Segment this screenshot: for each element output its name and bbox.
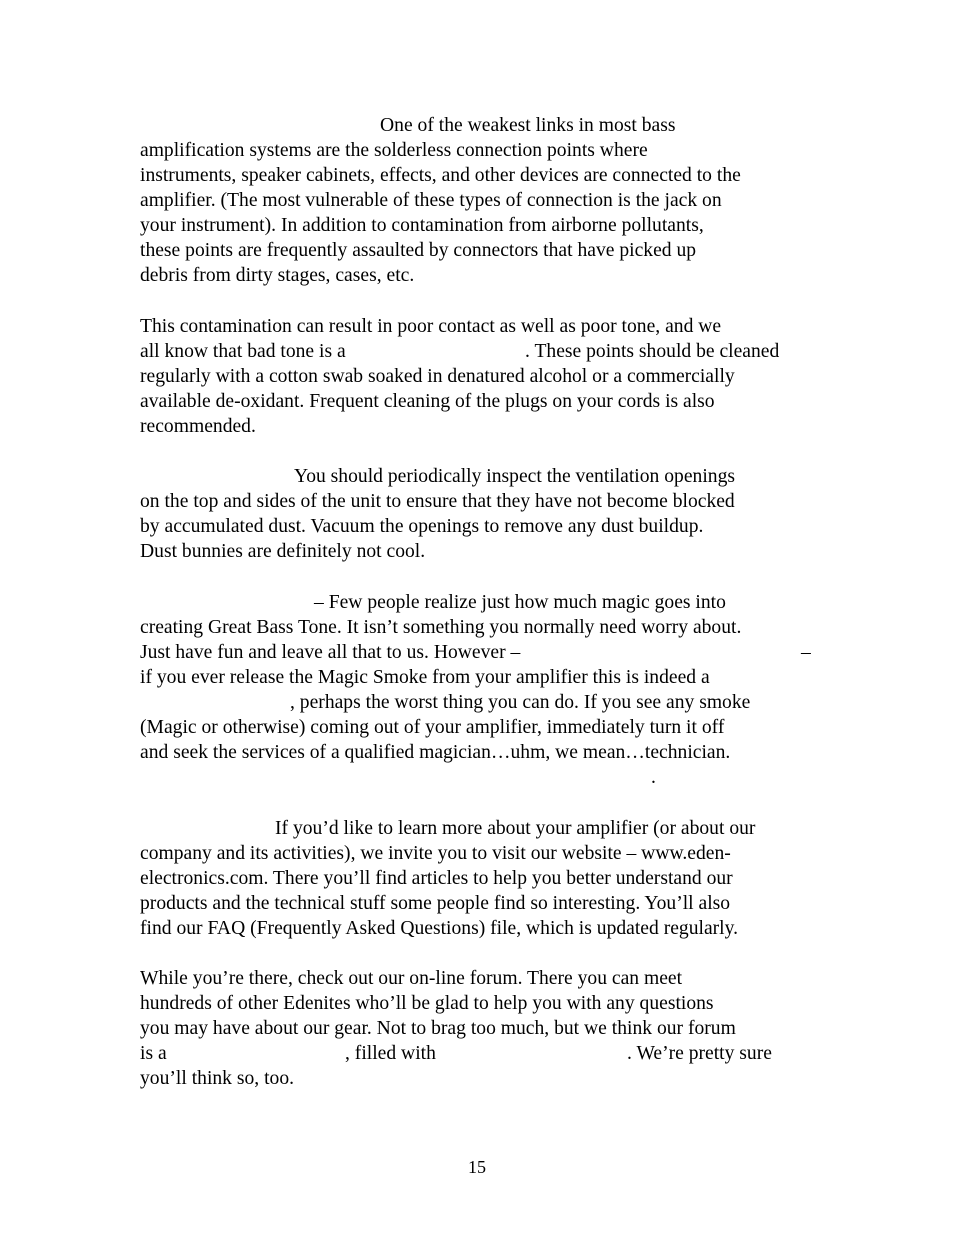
paragraph-2-line-2a: all know that bad tone is a [140,341,346,362]
paragraph-4-line-2: creating Great Bass Tone. It isn’t something you normally need worry about. [140,617,742,638]
paragraph-5-line-1: If you’d like to learn more about your amplifier (or about our [275,818,756,839]
paragraph-4-line-5: , perhaps the worst thing you can do. If you see any smoke [290,692,751,713]
paragraph-1-line-5: your instrument). In addition to contamination from airborne pollutants, [140,215,704,236]
paragraph-6-line-4b: , filled with [345,1043,436,1064]
paragraph-3-line-1: You should periodically inspect the ventilation openings [294,466,735,487]
paragraph-2-line-1: This contamination can result in poor contact as well as poor tone, and we [140,316,722,337]
paragraph-5-line-4: products and the technical stuff some people find so interesting. You’ll also [140,893,731,914]
paragraph-4-line-4: if you ever release the Magic Smoke from your amplifier this is indeed a [140,667,710,688]
page-number: 15 [468,1157,486,1177]
paragraph-3-line-4: Dust bunnies are definitely not cool. [140,541,426,562]
paragraph-6-line-5: you’ll think so, too. [140,1068,295,1089]
paragraph-3-line-3: by accumulated dust. Vacuum the openings to remove any dust buildup. [140,516,704,537]
paragraph-1-line-7: debris from dirty stages, cases, etc. [140,265,415,286]
paragraph-1-line-1: One of the weakest links in most bass [380,115,676,136]
paragraph-1-line-4: amplifier. (The most vulnerable of these types of connection is the jack on [140,190,722,211]
paragraph-4-line-3b: – [801,642,811,663]
paragraph-2-line-2b: . These points should be cleaned [525,341,780,362]
paragraph-4-line-1: – Few people realize just how much magic goes into [314,592,726,613]
paragraph-1-line-6: these points are frequently assaulted by connectors that have picked up [140,240,697,261]
paragraph-4-line-6: (Magic or otherwise) coming out of your amplifier, immediately turn it off [140,717,725,738]
paragraph-1-line-3: instruments, speaker cabinets, effects, and other devices are connected to the [140,165,741,186]
paragraph-2-line-3: regularly with a cotton swab soaked in denatured alcohol or a commercially [140,366,735,387]
paragraph-6-line-2: hundreds of other Edenites who’ll be glad to help you with any questions [140,993,714,1014]
paragraph-3-line-2: on the top and sides of the unit to ensure that they have not become blocked [140,491,735,512]
paragraph-4-line-8: . [651,767,656,788]
paragraph-1-line-2: amplification systems are the solderless connection points where [140,140,648,161]
paragraph-4-line-3a: Just have fun and leave all that to us. However – [140,642,521,663]
paragraph-6-line-1: While you’re there, check out our on-line forum. There you can meet [140,968,683,989]
paragraph-5-line-2: company and its activities), we invite you to visit our website – www.eden- [140,843,731,864]
paragraph-5-line-5: find our FAQ (Frequently Asked Questions) file, which is updated regularly. [140,918,739,939]
paragraph-2-line-5: recommended. [140,416,256,437]
paragraph-6-line-3: you may have about our gear. Not to brag too much, but we think our forum [140,1018,736,1039]
paragraph-5-line-3: electronics.com. There you’ll find articles to help you better understand our [140,868,733,889]
paragraph-6-line-4a: is a [140,1043,167,1064]
paragraph-2-line-4: available de-oxidant. Frequent cleaning of the plugs on your cords is also [140,391,715,412]
paragraph-4-line-7: and seek the services of a qualified magician…uhm, we mean…technician. [140,742,731,763]
paragraph-6-line-4c: . We’re pretty sure [627,1043,772,1064]
